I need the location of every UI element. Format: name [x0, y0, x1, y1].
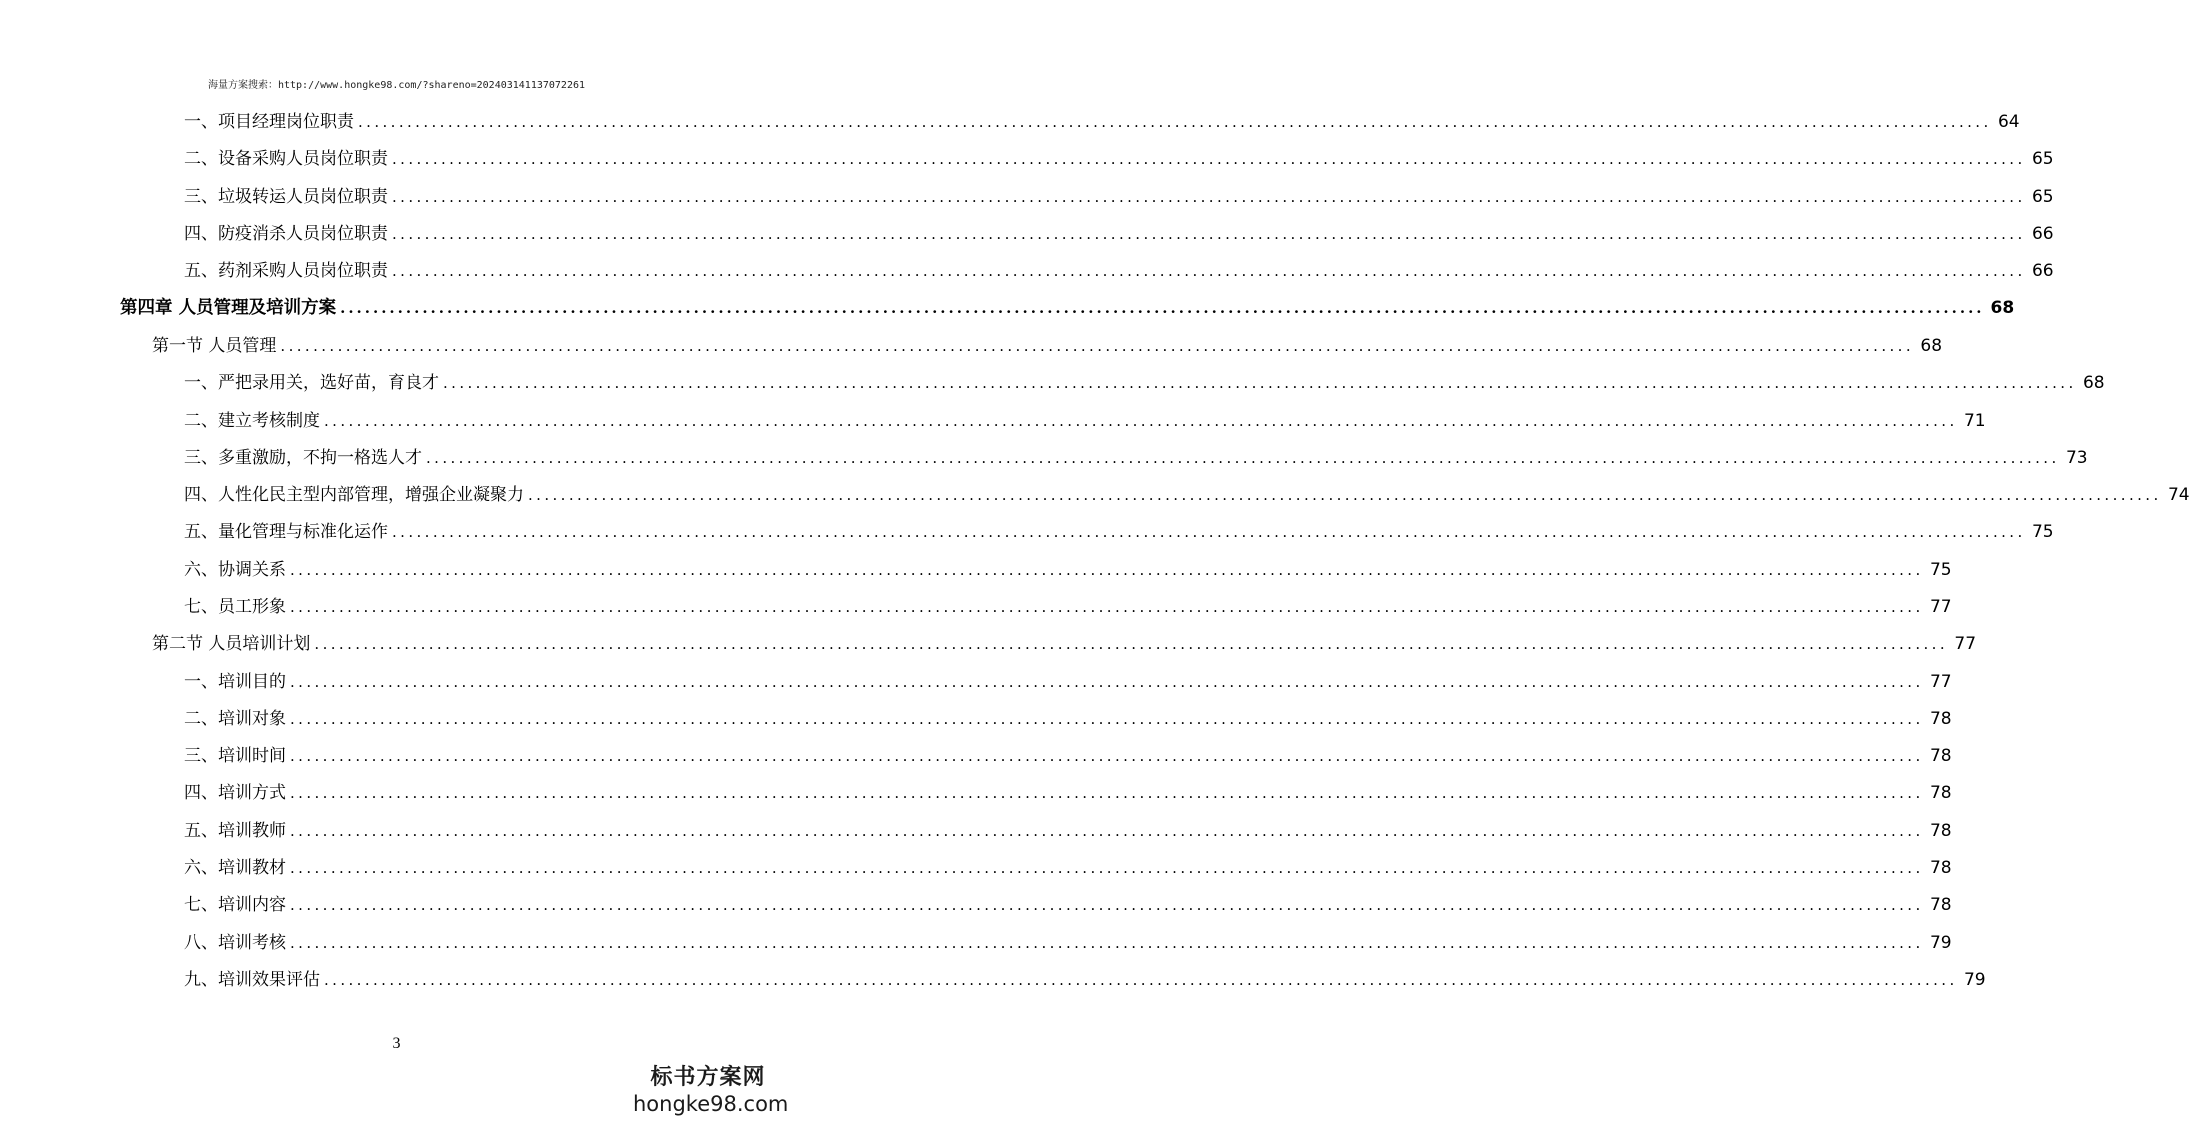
toc-dot-leader: ........................................................................................................................................................................................................ [324, 970, 1958, 989]
toc-dot-leader: ........................................................................................................................................................................................................ [392, 262, 2026, 281]
toc-entry-row [184, 965, 1986, 990]
toc-item[interactable] [0, 772, 1952, 809]
toc-entry-page: 75 [2031, 522, 2054, 543]
toc-entry-row [184, 704, 1952, 729]
toc-entry-title: 四、人性化民主型内部管理，增强企业凝聚力 [184, 485, 524, 506]
toc-dot-leader: ........................................................................................................................................................................................................ [290, 784, 1924, 803]
toc-entry-page: 79 [1963, 969, 1986, 990]
toc-dot-leader: ........................................................................................................................................................................................................ [290, 672, 1924, 691]
watermark-name: 标书方案网 [650, 1064, 766, 1090]
toc-entry-title: 二、培训对象 [184, 708, 286, 729]
toc-item[interactable] [0, 884, 1952, 921]
toc-item[interactable] [0, 176, 2054, 213]
toc-item[interactable] [0, 511, 2054, 548]
toc-dot-leader: ........................................................................................................................................................................................................ [290, 598, 1924, 616]
toc-entry-title: 六、培训教材 [184, 858, 286, 879]
toc-item[interactable] [0, 922, 1952, 959]
toc-entry-title: 二、建立考核制度 [184, 410, 320, 431]
toc-dot-leader: ........................................................................................................................................................................................................ [290, 747, 1924, 766]
toc-entry-row [184, 368, 2105, 394]
toc-entry-title: 第一节 人员管理 [152, 335, 277, 356]
toc-dot-leader: ........................................................................................................................................................................................................ [314, 635, 1949, 654]
toc-entry-page: 71 [1963, 410, 1986, 431]
toc-entry-title: 一、项目经理岗位职责 [184, 112, 354, 133]
toc-item[interactable] [0, 399, 1986, 436]
toc-dot-leader: ........................................................................................................................................................................................................ [392, 225, 2026, 244]
toc-entry-row [184, 928, 1952, 953]
toc-entry-title: 六、协调关系 [184, 559, 286, 580]
toc-entry-title: 三、垃圾转运人员岗位职责 [184, 186, 388, 207]
toc-entry-row [184, 219, 2054, 245]
toc-chapter[interactable] [0, 287, 2015, 324]
toc-entry-page: 78 [1929, 783, 1952, 804]
toc-entry-row [184, 256, 2054, 282]
toc-dot-leader: ........................................................................................................................................................................................................ [290, 709, 1924, 728]
toc-dot-leader: ........................................................................................................................................................................................................ [392, 523, 2026, 542]
toc-entry-page: 77 [1929, 671, 1952, 692]
toc-dot-leader: ........................................................................................................................................................................................................ [443, 374, 2077, 393]
toc-item[interactable] [0, 959, 1986, 996]
toc-entry-title: 九、培训效果评估 [184, 969, 320, 990]
toc-item[interactable] [0, 101, 2020, 138]
toc-entry-row [152, 331, 1943, 356]
toc-entry-page: 68 [1920, 335, 1943, 356]
toc-entry-row [184, 853, 1952, 879]
toc-entry-title: 一、培训目的 [184, 671, 286, 692]
toc-entry-title: 八、培训考核 [184, 932, 286, 953]
table-of-contents [0, 101, 2190, 996]
toc-item[interactable] [0, 660, 1952, 697]
toc-entry-row [184, 406, 1986, 431]
toc-entry-row [184, 741, 1952, 767]
toc-entry-page: 65 [2031, 149, 2054, 170]
toc-entry-row [152, 629, 1977, 655]
page-number: 3 [392, 1035, 401, 1052]
toc-dot-leader: ........................................................................................................................................................................................................ [280, 336, 1915, 355]
toc-entry-page: 66 [2031, 224, 2054, 245]
toc-entry-title: 第四章 人员管理及培训方案 [120, 297, 337, 318]
toc-entry-page: 75 [1929, 559, 1952, 580]
toc-item[interactable] [0, 586, 1952, 623]
toc-entry-row [120, 294, 2015, 319]
toc-entry-page: 65 [2031, 186, 2054, 207]
toc-dot-leader: ........................................................................................................................................................................................................ [290, 933, 1924, 952]
toc-dot-leader: ........................................................................................................................................................................................................ [290, 821, 1924, 840]
toc-entry-title: 四、防疫消杀人员岗位职责 [184, 224, 388, 245]
toc-entry-page: 79 [1929, 932, 1952, 953]
toc-entry-title: 五、量化管理与标准化运作 [184, 522, 388, 543]
toc-entry-page: 78 [1929, 820, 1952, 841]
toc-entry-title: 第二节 人员培训计划 [152, 634, 311, 655]
toc-entry-title: 七、培训内容 [184, 895, 286, 916]
toc-dot-leader: ........................................................................................................................................................................................................ [324, 411, 1958, 430]
toc-entry-row [184, 144, 2054, 170]
toc-entry-page: 77 [1929, 597, 1952, 617]
toc-entry-page: 68 [2082, 373, 2105, 394]
toc-entry-row [184, 816, 1952, 841]
toc-section[interactable] [0, 623, 1977, 660]
toc-entry-title: 五、药剂采购人员岗位职责 [184, 261, 388, 282]
toc-dot-leader: ........................................................................................................................................................................................................ [290, 896, 1924, 915]
toc-entry-page: 77 [1954, 634, 1977, 655]
toc-item[interactable] [0, 698, 1952, 735]
toc-entry-row [184, 555, 1952, 580]
toc-dot-leader: ........................................................................................................................................................................................................ [392, 150, 2026, 169]
toc-entry-row [184, 480, 2190, 506]
toc-dot-leader: ........................................................................................................................................................................................................ [290, 859, 1924, 878]
toc-dot-leader: ........................................................................................................................................................................................................ [340, 298, 1985, 317]
toc-entry-page: 74 [2167, 485, 2190, 506]
toc-item[interactable] [0, 362, 2105, 399]
toc-item[interactable] [0, 474, 2190, 511]
toc-entry-row [184, 517, 2054, 543]
toc-item[interactable] [0, 138, 2054, 175]
toc-entry-title: 二、设备采购人员岗位职责 [184, 149, 388, 170]
watermark-domain: hongke98.com [633, 1092, 789, 1116]
site-watermark [633, 1062, 789, 1116]
toc-entry-title: 七、员工形象 [184, 597, 286, 617]
toc-dot-leader: ........................................................................................................................................................................................................ [358, 113, 1992, 132]
toc-item[interactable] [0, 735, 1952, 772]
toc-entry-title: 三、培训时间 [184, 746, 286, 767]
toc-entry-page: 78 [1929, 858, 1952, 879]
toc-item[interactable] [0, 810, 1952, 847]
toc-dot-leader: ........................................................................................................................................................................................................ [528, 486, 2162, 505]
toc-entry-page: 73 [2065, 447, 2088, 468]
toc-entry-row [184, 443, 2088, 468]
toc-entry-page: 78 [1929, 746, 1952, 767]
toc-entry-row [184, 107, 2020, 133]
toc-entry-page: 78 [1929, 895, 1952, 916]
toc-dot-leader: ........................................................................................................................................................................................................ [290, 560, 1924, 579]
toc-dot-leader: ........................................................................................................................................................................................................ [392, 187, 2026, 206]
toc-entry-page: 78 [1929, 708, 1952, 729]
toc-entry-page: 64 [1997, 112, 2020, 133]
toc-entry-row [184, 667, 1952, 692]
toc-item[interactable] [0, 250, 2054, 287]
toc-entry-page: 68 [1990, 297, 2015, 318]
toc-entry-page: 66 [2031, 261, 2054, 282]
toc-entry-row [184, 182, 2054, 207]
header-search-note: 海量方案搜索：http://www.hongke98.com/?shareno=202403141137072261 [207, 80, 586, 91]
toc-item[interactable] [0, 437, 2088, 474]
toc-item[interactable] [0, 213, 2054, 250]
toc-dot-leader: ........................................................................................................................................................................................................ [426, 448, 2060, 467]
toc-entry-row [184, 890, 1952, 916]
toc-entry-row [184, 592, 1952, 617]
toc-entry-row [184, 778, 1952, 804]
toc-entry-title: 一、严把录用关，选好苗，育良才 [184, 373, 439, 394]
toc-item[interactable] [0, 549, 1952, 586]
toc-item[interactable] [0, 847, 1952, 884]
toc-entry-title: 三、多重激励，不拘一格选人才 [184, 447, 422, 468]
toc-entry-title: 四、培训方式 [184, 783, 286, 804]
toc-entry-title: 五、培训教师 [184, 820, 286, 841]
toc-section[interactable] [0, 325, 1943, 362]
